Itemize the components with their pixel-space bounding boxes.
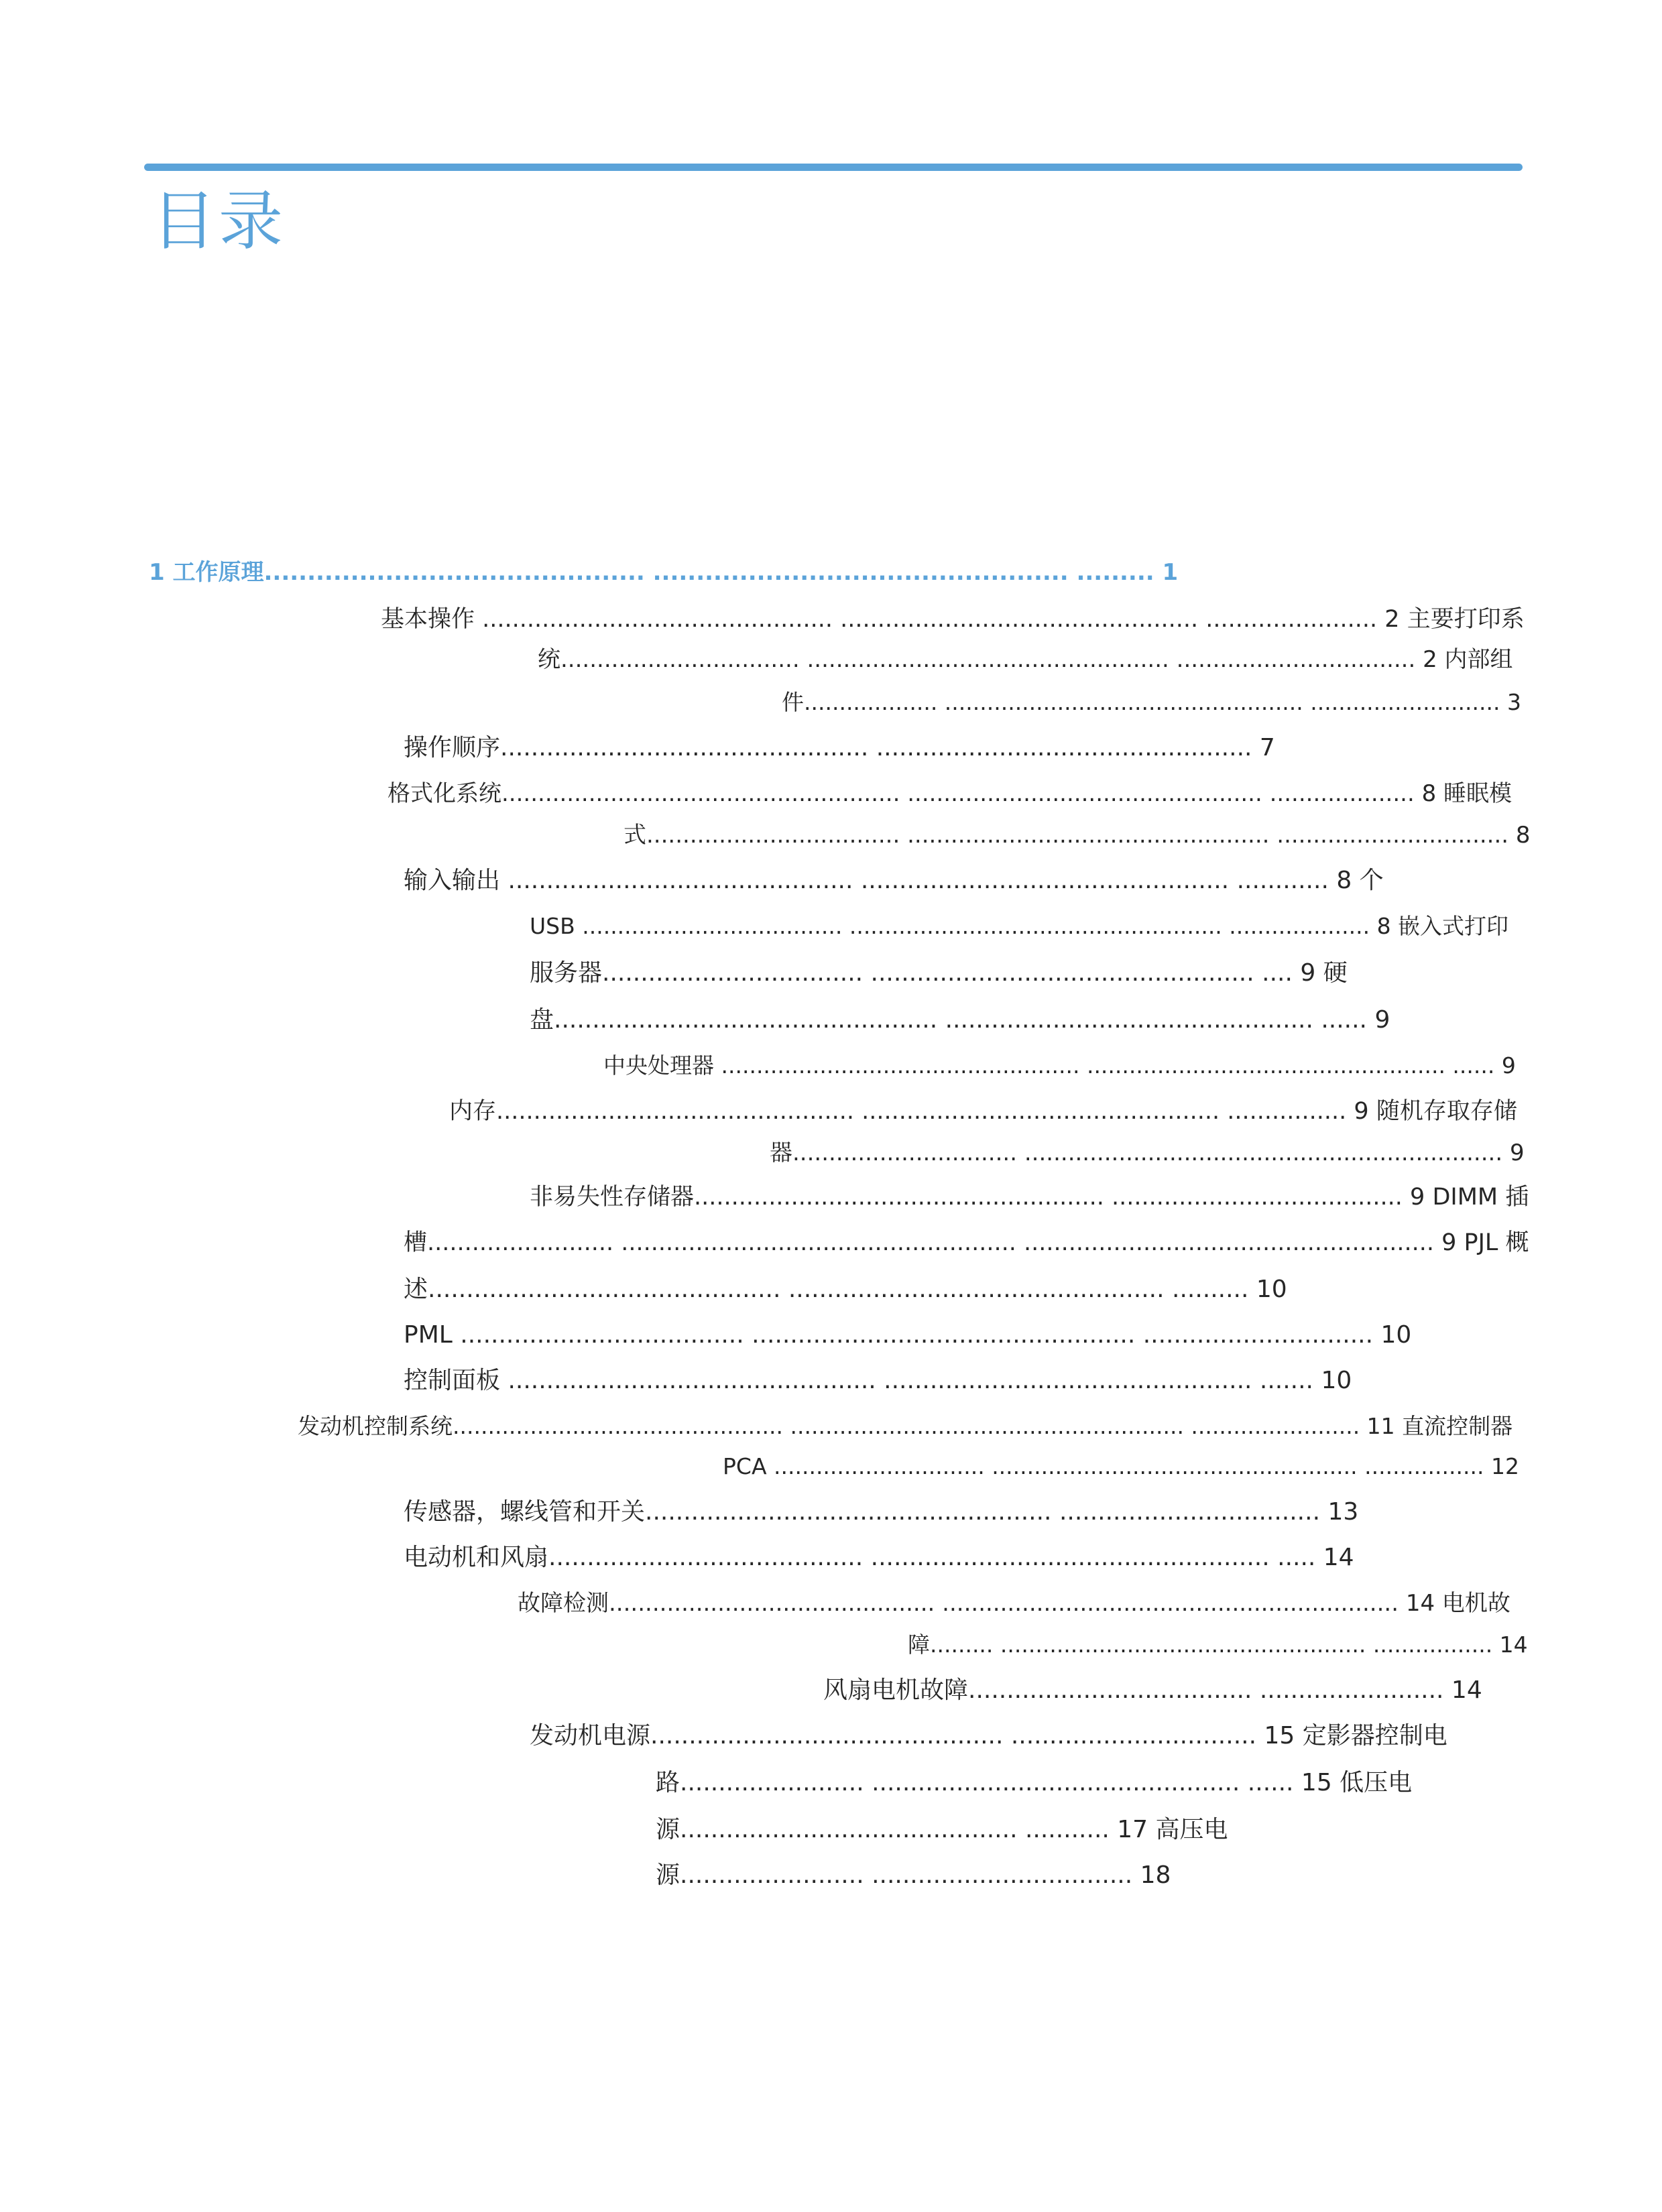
toc-line[interactable]: 器............................... .................................................................. 9 bbox=[770, 1140, 1525, 1166]
toc-line[interactable]: 发动机电源.............................................. ................................ 15 定影器控制电 bbox=[530, 1722, 1447, 1749]
toc-line[interactable]: 槽......................... ..................................................... ....................................................... 9 PJL 概 bbox=[404, 1229, 1529, 1256]
toc-line[interactable]: PML ..................................... .................................................. .............................. 10 bbox=[404, 1321, 1412, 1349]
toc-line[interactable]: 源........................ .................................. 18 bbox=[656, 1861, 1171, 1889]
toc-line[interactable]: 电动机和风扇......................................... .................................................... ..... 14 bbox=[404, 1544, 1354, 1571]
toc-line[interactable]: 障......... .................................................... ................. 14 bbox=[908, 1632, 1528, 1658]
toc-line[interactable]: 风扇电机故障..................................... ........................ 14 bbox=[823, 1676, 1482, 1704]
toc-chapter-1[interactable]: 1 工作原理............................................ ................................................ ......... 1 bbox=[149, 559, 1179, 586]
toc-line[interactable]: 格式化系统....................................................... ................................................. .................... 8 睡眠模 bbox=[388, 780, 1512, 807]
toc-line[interactable]: USB ..................................... ..................................................... .................... 8 嵌入式打印 bbox=[530, 913, 1509, 939]
toc-line[interactable]: 基本操作 ............................................... ................................................ ....................... 2 主要打印系 bbox=[381, 606, 1525, 633]
toc-line[interactable]: 统................................. .................................................. ................................. 2 内部组 bbox=[538, 646, 1513, 673]
toc-line[interactable]: 盘.................................................. ................................................ ...... 9 bbox=[530, 1006, 1390, 1034]
toc-line[interactable]: 故障检测............................................. ............................................................... 14 电机故 bbox=[518, 1590, 1510, 1617]
toc-line[interactable]: 述.............................................. ................................................. .......... 10 bbox=[404, 1276, 1287, 1303]
toc-line[interactable]: 路........................ ................................................ ...... 15 低压电 bbox=[656, 1769, 1413, 1796]
toc-line[interactable]: 发动机控制系统............................................... ........................................................ ........................ 11 直流控制器 bbox=[298, 1413, 1513, 1439]
toc-line[interactable]: 输入输出 ............................................. ................................................ ............ 8 个 bbox=[404, 867, 1384, 894]
toc-line[interactable]: 非易失性存储器....................................................... ....................................... 9 DIMM 插 bbox=[530, 1184, 1529, 1211]
page-title: 目录 bbox=[152, 184, 286, 259]
toc-line[interactable]: PCA .............................. .................................................... ................. 12 bbox=[723, 1453, 1519, 1479]
header-rule bbox=[144, 164, 1523, 171]
toc-line[interactable]: 件................... ................................................... ........................... 3 bbox=[782, 689, 1521, 715]
toc-line[interactable]: 内存................................................ ................................................ ................ 9 随机存取存储 bbox=[449, 1098, 1517, 1125]
toc-line[interactable]: 中央处理器 ................................................... ................................................... ...... 9 bbox=[603, 1052, 1516, 1079]
toc-line[interactable]: 传感器，螺线管和开关..................................................... .................................. 13 bbox=[404, 1498, 1359, 1526]
toc-line[interactable]: 源............................................ ........... 17 高压电 bbox=[656, 1816, 1228, 1843]
toc-line[interactable]: 操作顺序................................................ ................................................. 7 bbox=[404, 734, 1275, 761]
toc-line[interactable]: 控制面板 ................................................ ................................................ ....... 10 bbox=[404, 1367, 1352, 1394]
toc-line[interactable]: 式................................... .................................................. ................................ 8 bbox=[624, 822, 1531, 849]
toc-line[interactable]: 服务器.................................. .................................................. .... 9 硬 bbox=[530, 959, 1348, 987]
